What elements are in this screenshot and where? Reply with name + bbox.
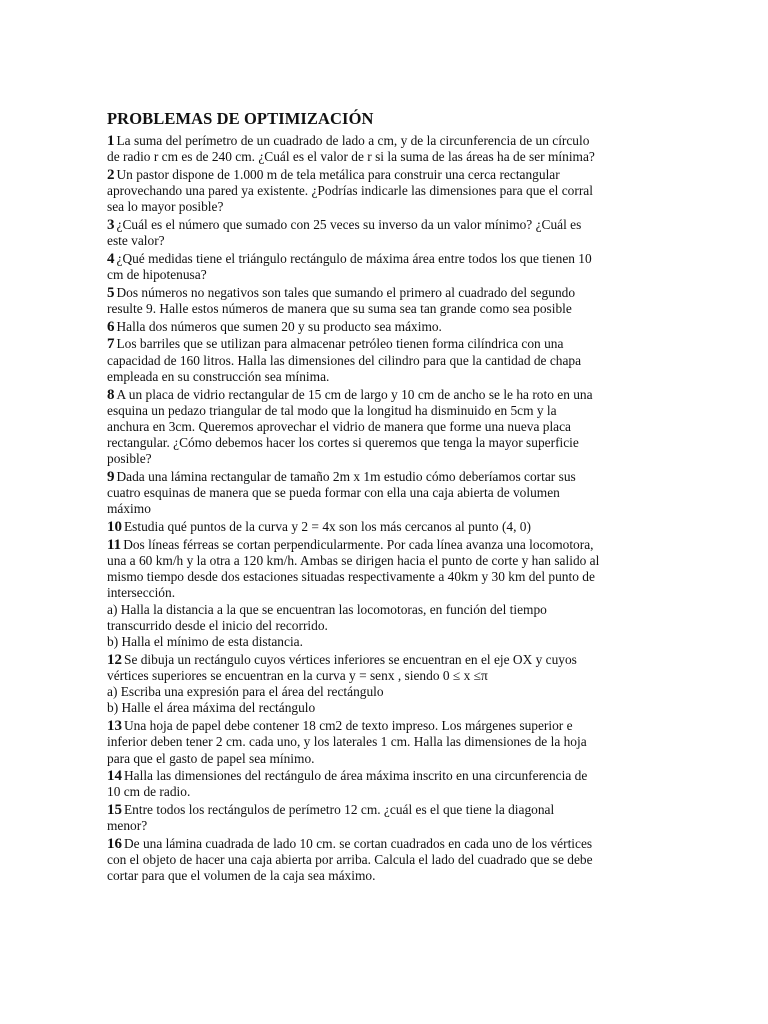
problem-subpart: a) Halla la distancia a la que se encuentran las locomotoras, en función del tiempo — [107, 601, 547, 617]
problem-text-line: intersección. — [107, 585, 176, 601]
problem-number: 6 — [107, 318, 115, 335]
problem-number: 14 — [107, 768, 122, 785]
problem-text-line: capacidad de 160 litros. Halla las dimensiones del cilindro para que la cantidad de chapa — [107, 352, 582, 368]
problem-text-line: mismo tiempo desde dos estaciones situadas respectivamente a 40km y 30 km del punto de — [107, 569, 595, 585]
problem-list — [107, 133, 668, 885]
problem-item — [107, 469, 668, 518]
problem-text-line: cm de hipotenusa? — [107, 267, 207, 283]
page-title: PROBLEMAS DE OPTIMIZACIÓN — [107, 109, 374, 128]
problem-subpart: transcurrido desde el inicio del recorrido. — [107, 617, 328, 633]
problem-text-line: ¿Qué medidas tiene el triángulo rectángulo de máxima área entre todos los que tienen 10 — [116, 250, 592, 266]
problem-text-line: esquina un pedazo triangular de tal modo que la longitud ha disminuido en 5cm y la — [107, 402, 557, 418]
problem-text-line: una a 60 km/h y la otra a 120 km/h. Ambas se dirigen hacia el punto de corte y han salido al — [107, 553, 600, 569]
problem-text-line: Halla dos números que sumen 20 y su producto sea máximo. — [116, 318, 442, 334]
problem-number: 13 — [107, 718, 122, 735]
problem-text-line: con el objeto de hacer una caja abierta por arriba. Calcula el lado del cuadrado que se debe — [107, 852, 593, 868]
problem-text-line: Halla las dimensiones del rectángulo de área máxima inscrito en una circunferencia de — [124, 768, 588, 784]
problem-text-line: cuatro esquinas de manera que se pueda formar con ella una caja abierta de volumen — [107, 485, 560, 501]
problem-number: 11 — [107, 536, 122, 553]
problem-item — [107, 251, 668, 283]
problem-number: 16 — [107, 836, 122, 853]
problem-subpart: b) Halle el área máxima del rectángulo — [107, 700, 316, 716]
problem-text-line: aprovechando una pared ya existente. ¿Podrías indicarle las dimensiones para que el corral — [107, 183, 593, 199]
problem-item — [107, 519, 668, 535]
problem-item — [107, 718, 668, 767]
problem-number: 10 — [107, 519, 122, 536]
problem-item — [107, 217, 668, 249]
problem-number: 9 — [107, 469, 115, 486]
problem-text-line: A un placa de vidrio rectangular de 15 cm de largo y 10 cm de ancho se le ha roto en una — [116, 386, 593, 402]
problem-number: 4 — [107, 250, 115, 267]
problem-number: 5 — [107, 284, 115, 301]
problem-text-line: sea lo mayor posible? — [107, 199, 224, 215]
problem-item — [107, 537, 668, 650]
problem-text-line: inferior deben tener 2 cm. cada uno, y los laterales 1 cm. Halla las dimensiones de la hoja — [107, 734, 587, 750]
problem-number: 12 — [107, 651, 122, 668]
problem-text-line: Un pastor dispone de 1.000 m de tela metálica para construir una cerca rectangular — [116, 166, 560, 182]
problem-item — [107, 336, 668, 385]
problem-item — [107, 387, 668, 468]
problem-text-line: vértices superiores se encuentran en la curva y = senx , siendo 0 ≤ x ≤π — [107, 668, 488, 683]
problem-number: 1 — [107, 133, 115, 149]
problem-subpart: a) Escriba una expresión para el área del rectángulo — [107, 684, 384, 700]
problem-text-line: menor? — [107, 818, 148, 834]
problem-text-line: Dos números no negativos son tales que sumando el primero al cuadrado del segundo — [116, 284, 576, 300]
problem-text-line: resulte 9. Halle estos números de manera que su suma sea tan grande como sea posible — [107, 301, 572, 317]
problem-item — [107, 167, 668, 216]
problem-text-line: ¿Cuál es el número que sumado con 25 veces su inverso da un valor mínimo? ¿Cuál es — [116, 217, 582, 233]
problem-text-line: Dos líneas férreas se cortan perpendicularmente. Por cada línea avanza una locomotora, — [123, 536, 594, 552]
problem-text-line: de radio r cm es de 240 cm. ¿Cuál es el valor de r si la suma de las áreas ha de ser mínima? — [107, 149, 595, 165]
problem-text-line: posible? — [107, 451, 152, 467]
problem-text-line: para que el gasto de papel sea mínimo. — [107, 750, 315, 766]
problem-text-line: 10 cm de radio. — [107, 784, 191, 800]
problem-item — [107, 802, 668, 834]
problem-number: 2 — [107, 166, 115, 183]
problem-text-line: Se dibuja un rectángulo cuyos vértices inferiores se encuentran en el eje OX y cuyos — [124, 651, 577, 667]
problem-text-line: anchura en 3cm. Queremos aprovechar el vidrio de manera que forme una nueva placa — [107, 418, 571, 434]
problem-text-line: cortar para que el volumen de la caja sea máximo. — [107, 868, 376, 884]
problem-item — [107, 319, 668, 335]
problem-item — [107, 285, 668, 317]
problem-number: 7 — [107, 336, 115, 353]
problem-text-line: La suma del perímetro de un cuadrado de lado a cm, y de la circunferencia de un círculo — [116, 133, 590, 148]
problem-text-line: rectangular. ¿Cómo debemos hacer los cortes si queremos que tenga la mayor superficie — [107, 435, 579, 451]
problem-item — [107, 836, 668, 885]
problem-subpart: b) Halla el mínimo de esta distancia. — [107, 634, 303, 650]
problem-text-line: De una lámina cuadrada de lado 10 cm. se cortan cuadrados en cada uno de los vértices — [124, 836, 593, 852]
problem-text-line: Dada una lámina rectangular de tamaño 2m x 1m estudio cómo deberíamos cortar sus — [116, 469, 576, 485]
problem-text-line: Entre todos los rectángulos de perímetro 12 cm. ¿cuál es el que tiene la diagonal — [124, 802, 555, 818]
problem-item — [107, 768, 668, 800]
problem-number: 15 — [107, 802, 122, 819]
problem-text-line: Los barriles que se utilizan para almacenar petróleo tienen forma cilíndrica con una — [116, 336, 564, 352]
problem-item — [107, 652, 668, 717]
problem-text-line: Estudia qué puntos de la curva y 2 = 4x son los más cercanos al punto (4, 0) — [124, 519, 531, 535]
problem-text-line: este valor? — [107, 233, 165, 249]
problem-text-line: máximo — [107, 501, 151, 517]
problem-number: 8 — [107, 386, 115, 403]
problem-number: 3 — [107, 217, 115, 234]
problem-text-line: empleada en su construcción sea mínima. — [107, 368, 330, 384]
problem-item — [107, 133, 668, 165]
problem-text-line: Una hoja de papel debe contener 18 cm2 de texto impreso. Los márgenes superior e — [124, 718, 573, 734]
